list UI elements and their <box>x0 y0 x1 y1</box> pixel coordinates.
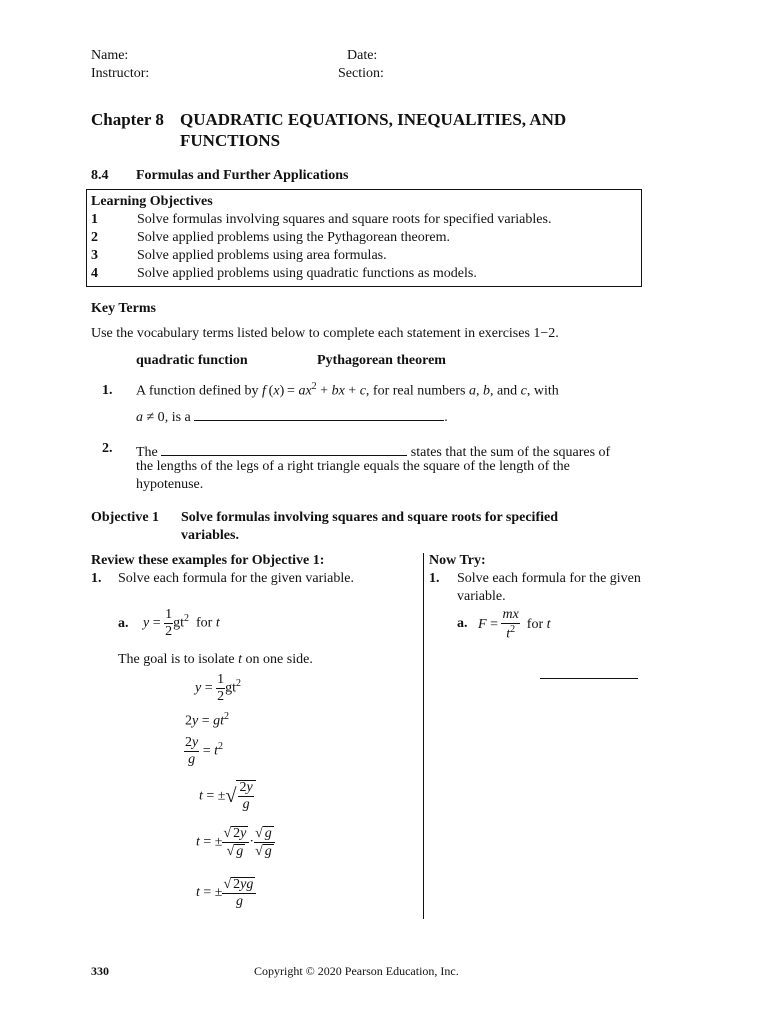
objective-1-title-line2: variables. <box>181 528 239 543</box>
now-try-heading: Now Try: <box>429 553 486 568</box>
goal-text: The goal is to isolate t on one side. <box>118 652 313 667</box>
now-try-item-number: 1. <box>429 571 440 586</box>
review-formula: y = $\frac{1}{2}$ $gt^2$ for t <box>143 607 220 639</box>
learning-objectives-heading: Learning Objectives <box>91 194 213 209</box>
objective-text: Solve applied problems using area formulas. <box>137 248 387 263</box>
key-terms-heading: Key Terms <box>91 301 156 316</box>
now-try-part-a: a. <box>457 616 468 631</box>
exercise-2-number: 2. <box>102 441 113 456</box>
chapter-title-line1: QUADRATIC EQUATIONS, INEQUALITIES, AND <box>180 110 567 129</box>
solution-step-2: $2y = gt^2$ <box>185 711 230 729</box>
fraction: $\frac{mx}{t^2}$ <box>502 607 519 642</box>
exercise-1-line1: A function defined by f $(x) = ax^2$ + bx + c, for real numbers a, b, and c, with <box>136 381 559 399</box>
column-divider <box>423 553 424 919</box>
solution-step-6: t = ± $\frac{√ 2yg}{g}$ <box>196 877 256 909</box>
answer-blank[interactable] <box>194 406 444 421</box>
objective-text: Solve formulas involving squares and square roots for specified variables. <box>137 212 552 227</box>
section-title: Formulas and Further Applications <box>136 168 349 183</box>
objective-row <box>91 212 551 228</box>
answer-blank[interactable] <box>161 441 407 456</box>
exercise-1-line2: a ≠ 0, is a . <box>136 406 448 426</box>
now-try-item-line1: Solve each formula for the given <box>457 571 641 586</box>
objective-row <box>91 248 387 264</box>
objective-row <box>91 266 477 282</box>
chapter-title-line2: FUNCTIONS <box>180 131 281 150</box>
term-pythagorean-theorem: Pythagorean theorem <box>317 353 446 368</box>
page-number: 330 <box>91 964 109 978</box>
copyright-notice: Copyright © 2020 Pearson Education, Inc. <box>254 964 459 978</box>
objective-number: 2 <box>91 230 98 245</box>
now-try-formula: F = $\frac{mx}{t^2}$ for t <box>478 607 551 642</box>
solution-step-5: t = ± $\frac{√ 2y}{√ g}$ · $\frac{√ g}{√ g}$ <box>196 826 275 859</box>
learning-objectives-box <box>86 189 642 287</box>
date-label: Date: <box>347 48 378 63</box>
review-part-a: a. <box>118 616 129 631</box>
solution-step-1: y = $\frac{1}{2}$ $gt^2$ <box>195 672 242 704</box>
objective-text: Solve applied problems using the Pythagorean theorem. <box>137 230 450 245</box>
exercise-2-line3: hypotenuse. <box>136 477 204 492</box>
solution-step-3: $\frac{2y}{g}$ = $t^2$ <box>185 735 224 767</box>
section-number: 8.4 <box>91 168 109 183</box>
objective-number: 3 <box>91 248 98 263</box>
function-expression: f <box>261 383 266 399</box>
now-try-item-line2: variable. <box>457 589 506 604</box>
solution-step-4: t = ±√ $\frac{2y}{g}$ <box>199 780 256 812</box>
objective-number: 4 <box>91 266 98 281</box>
now-try-answer-blank[interactable] <box>540 678 638 679</box>
objective-number: 1 <box>91 212 98 227</box>
review-heading: Review these examples for Objective 1: <box>91 553 325 568</box>
objective-row <box>91 230 450 246</box>
objective-1-title-line1: Solve formulas involving squares and square roots for specified <box>181 510 559 525</box>
exercise-2-line2: the lengths of the legs of a right triangle equals the square of the length of the <box>136 459 570 474</box>
objective-1-label: Objective 1 <box>91 510 160 525</box>
name-label: Name: <box>91 48 129 63</box>
section-label: Section: <box>338 66 384 81</box>
chapter-label: Chapter 8 <box>91 110 164 129</box>
review-item-number: 1. <box>91 571 102 586</box>
exercise-1-number: 1. <box>102 383 113 398</box>
term-quadratic-function: quadratic function <box>136 353 248 368</box>
review-item-text: Solve each formula for the given variable. <box>118 571 354 586</box>
key-terms-instruction: Use the vocabulary terms listed below to complete each statement in exercises 1−2. <box>91 326 559 341</box>
fraction: $\frac{1}{2}$ <box>165 607 173 639</box>
objective-text: Solve applied problems using quadratic functions as models. <box>137 266 477 281</box>
instructor-label: Instructor: <box>91 66 150 81</box>
exercise-2-line1: The states that the sum of the squares of <box>136 441 610 461</box>
